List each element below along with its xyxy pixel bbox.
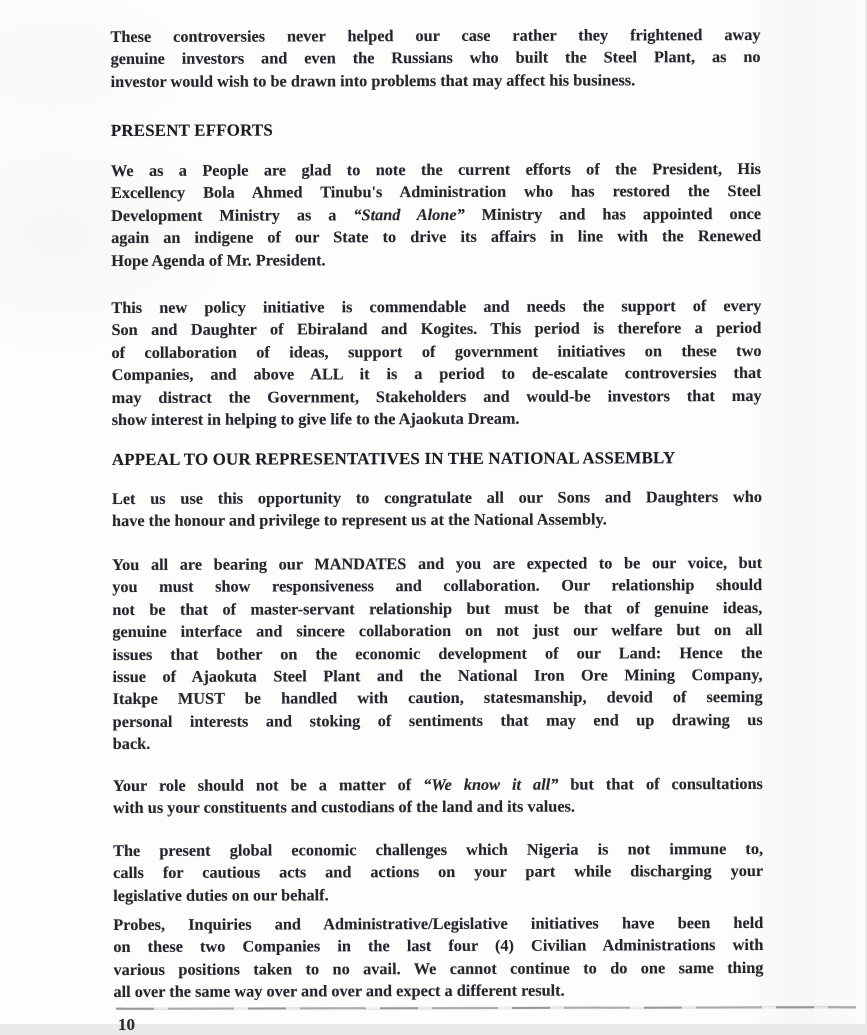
text-line	[111, 46, 761, 70]
text-line	[113, 686, 763, 710]
text-line	[113, 773, 763, 797]
text-segment: again an indigene of our State to drive its affairs in line with the Renewed	[111, 226, 762, 248]
text-line	[112, 508, 762, 532]
text-line	[112, 664, 762, 688]
text-segment: have the honour and privilege to represent us at the National Assembly.	[111, 509, 607, 531]
text-segment: The present global economic challenges which Nigeria is not immune to,	[113, 838, 764, 861]
paragraph-policy-initiative	[111, 295, 761, 431]
paragraph-your-role	[113, 773, 763, 820]
text-line	[113, 838, 763, 862]
text-line	[113, 934, 763, 958]
text-segment: These controversies never helped our case rather they frightened away	[110, 24, 761, 47]
footer-page-number: 10	[118, 1015, 135, 1034]
text-line	[111, 317, 761, 341]
text-segment: Itakpe MUST be handled with caution, statesmanship, devoid of seeming	[112, 687, 763, 709]
text-segment: Probes, Inquiries and Administrative/Legislative initiatives have been held	[113, 912, 764, 935]
text-segment: various positions taken to no avail. We cannot continue to do one same thing	[113, 957, 764, 979]
text-segment: but that of consultations	[558, 773, 763, 794]
text-line	[113, 795, 763, 819]
text-segment: issue of Ajaokuta Steel Plant and the National Iron Ore Mining Company,	[112, 664, 763, 686]
italic-segment: “We know it all”	[423, 774, 559, 795]
text-line	[112, 597, 762, 621]
text-line	[113, 912, 763, 936]
text-line	[111, 340, 761, 364]
text-line	[113, 883, 763, 907]
text-line	[112, 642, 762, 666]
text-segment: Let us use this opportunity to congratulate all our Sons and Daughters who	[111, 486, 762, 509]
paragraph-probes	[113, 912, 763, 1004]
text-line	[111, 69, 761, 93]
text-line	[113, 860, 763, 884]
paragraph-economic-challenges	[113, 838, 763, 907]
text-line	[111, 295, 761, 319]
paragraph-congratulations	[112, 486, 762, 533]
text-line	[112, 385, 762, 409]
text-line	[111, 225, 761, 249]
text-line	[111, 203, 761, 227]
text-segment: We as a People are glad to note the current efforts of the President, His	[110, 158, 761, 181]
text-line	[113, 957, 763, 981]
text-segment: legislative duties on our behalf.	[113, 885, 329, 905]
italic-segment: “Stand Alone”	[353, 204, 465, 225]
text-segment: of collaboration of ideas, support of government initiatives on these two	[111, 340, 762, 362]
text-line	[113, 709, 763, 733]
text-segment: all over the same way over and over and expect a different result.	[113, 980, 565, 1002]
text-segment: show interest in helping to give life to the Ajaokuta Dream.	[111, 408, 520, 429]
text-segment: genuine investors and even the Russians who built the Steel Plant, as no	[110, 47, 761, 69]
text-line	[112, 486, 762, 510]
text-segment: back.	[112, 734, 151, 754]
paragraph-controversies	[110, 24, 760, 93]
text-line	[113, 979, 763, 1003]
text-line	[112, 619, 762, 643]
text-line	[111, 180, 761, 204]
text-segment: Your role should not be a matter of	[112, 775, 424, 796]
text-segment: Hope Agenda of Mr. President.	[111, 249, 326, 270]
text-segment: Companies, and above ALL it is a period to de-escalate controversies that	[111, 363, 762, 385]
heading-present-efforts: PRESENT EFFORTS	[110, 120, 273, 141]
text-segment: not be that of master-servant relationship but must be that of genuine ideas,	[112, 597, 763, 619]
heading-appeal-representatives: APPEAL TO OUR REPRESENTATIVES IN THE NATIONAL ASSEMBLY	[111, 448, 676, 470]
paragraph-mandates	[112, 552, 763, 756]
text-segment: you must show responsiveness and collaboration. Our relationship should	[112, 575, 763, 597]
text-segment: with us your constituents and custodians of the land and its values.	[112, 796, 575, 818]
text-segment: issues that bother on the economic development of our Land: Hence the	[112, 642, 763, 664]
text-line	[112, 362, 762, 386]
text-segment: genuine interface and sincere collaboration on not just our welfare but on all	[112, 620, 763, 642]
paragraph-president-efforts	[111, 158, 761, 272]
text-line	[110, 24, 760, 48]
text-segment: Son and Daughter of Ebiraland and Kogites. This period is therefore a period	[111, 318, 762, 340]
text-line	[112, 552, 762, 576]
text-segment: investor would wish to be drawn into problems that may affect his business.	[110, 70, 636, 91]
text-line	[113, 731, 763, 755]
text-line	[111, 158, 761, 182]
text-line	[112, 407, 762, 431]
text-segment: may distract the Government, Stakeholders and would-be investors that may	[111, 385, 762, 407]
text-segment: on these two Companies in the last four (4) Civilian Administrations with	[113, 935, 764, 957]
text-segment: This new policy initiative is commendable and needs the support of every	[111, 295, 762, 318]
text-line	[112, 574, 762, 598]
text-segment: You all are bearing our MANDATES and you are expected to be our voice, but	[112, 552, 763, 575]
text-segment: personal interests and stoking of sentiments that may end up drawing us	[112, 709, 763, 731]
text-segment: Development Ministry as a	[111, 205, 354, 225]
text-segment: calls for cautious acts and actions on your part while discharging your	[113, 861, 764, 883]
text-segment: Ministry and has appointed once	[464, 203, 762, 224]
text-line	[111, 248, 761, 272]
text-segment: Excellency Bola Ahmed Tinubu's Administration who has restored the Steel	[110, 181, 762, 203]
